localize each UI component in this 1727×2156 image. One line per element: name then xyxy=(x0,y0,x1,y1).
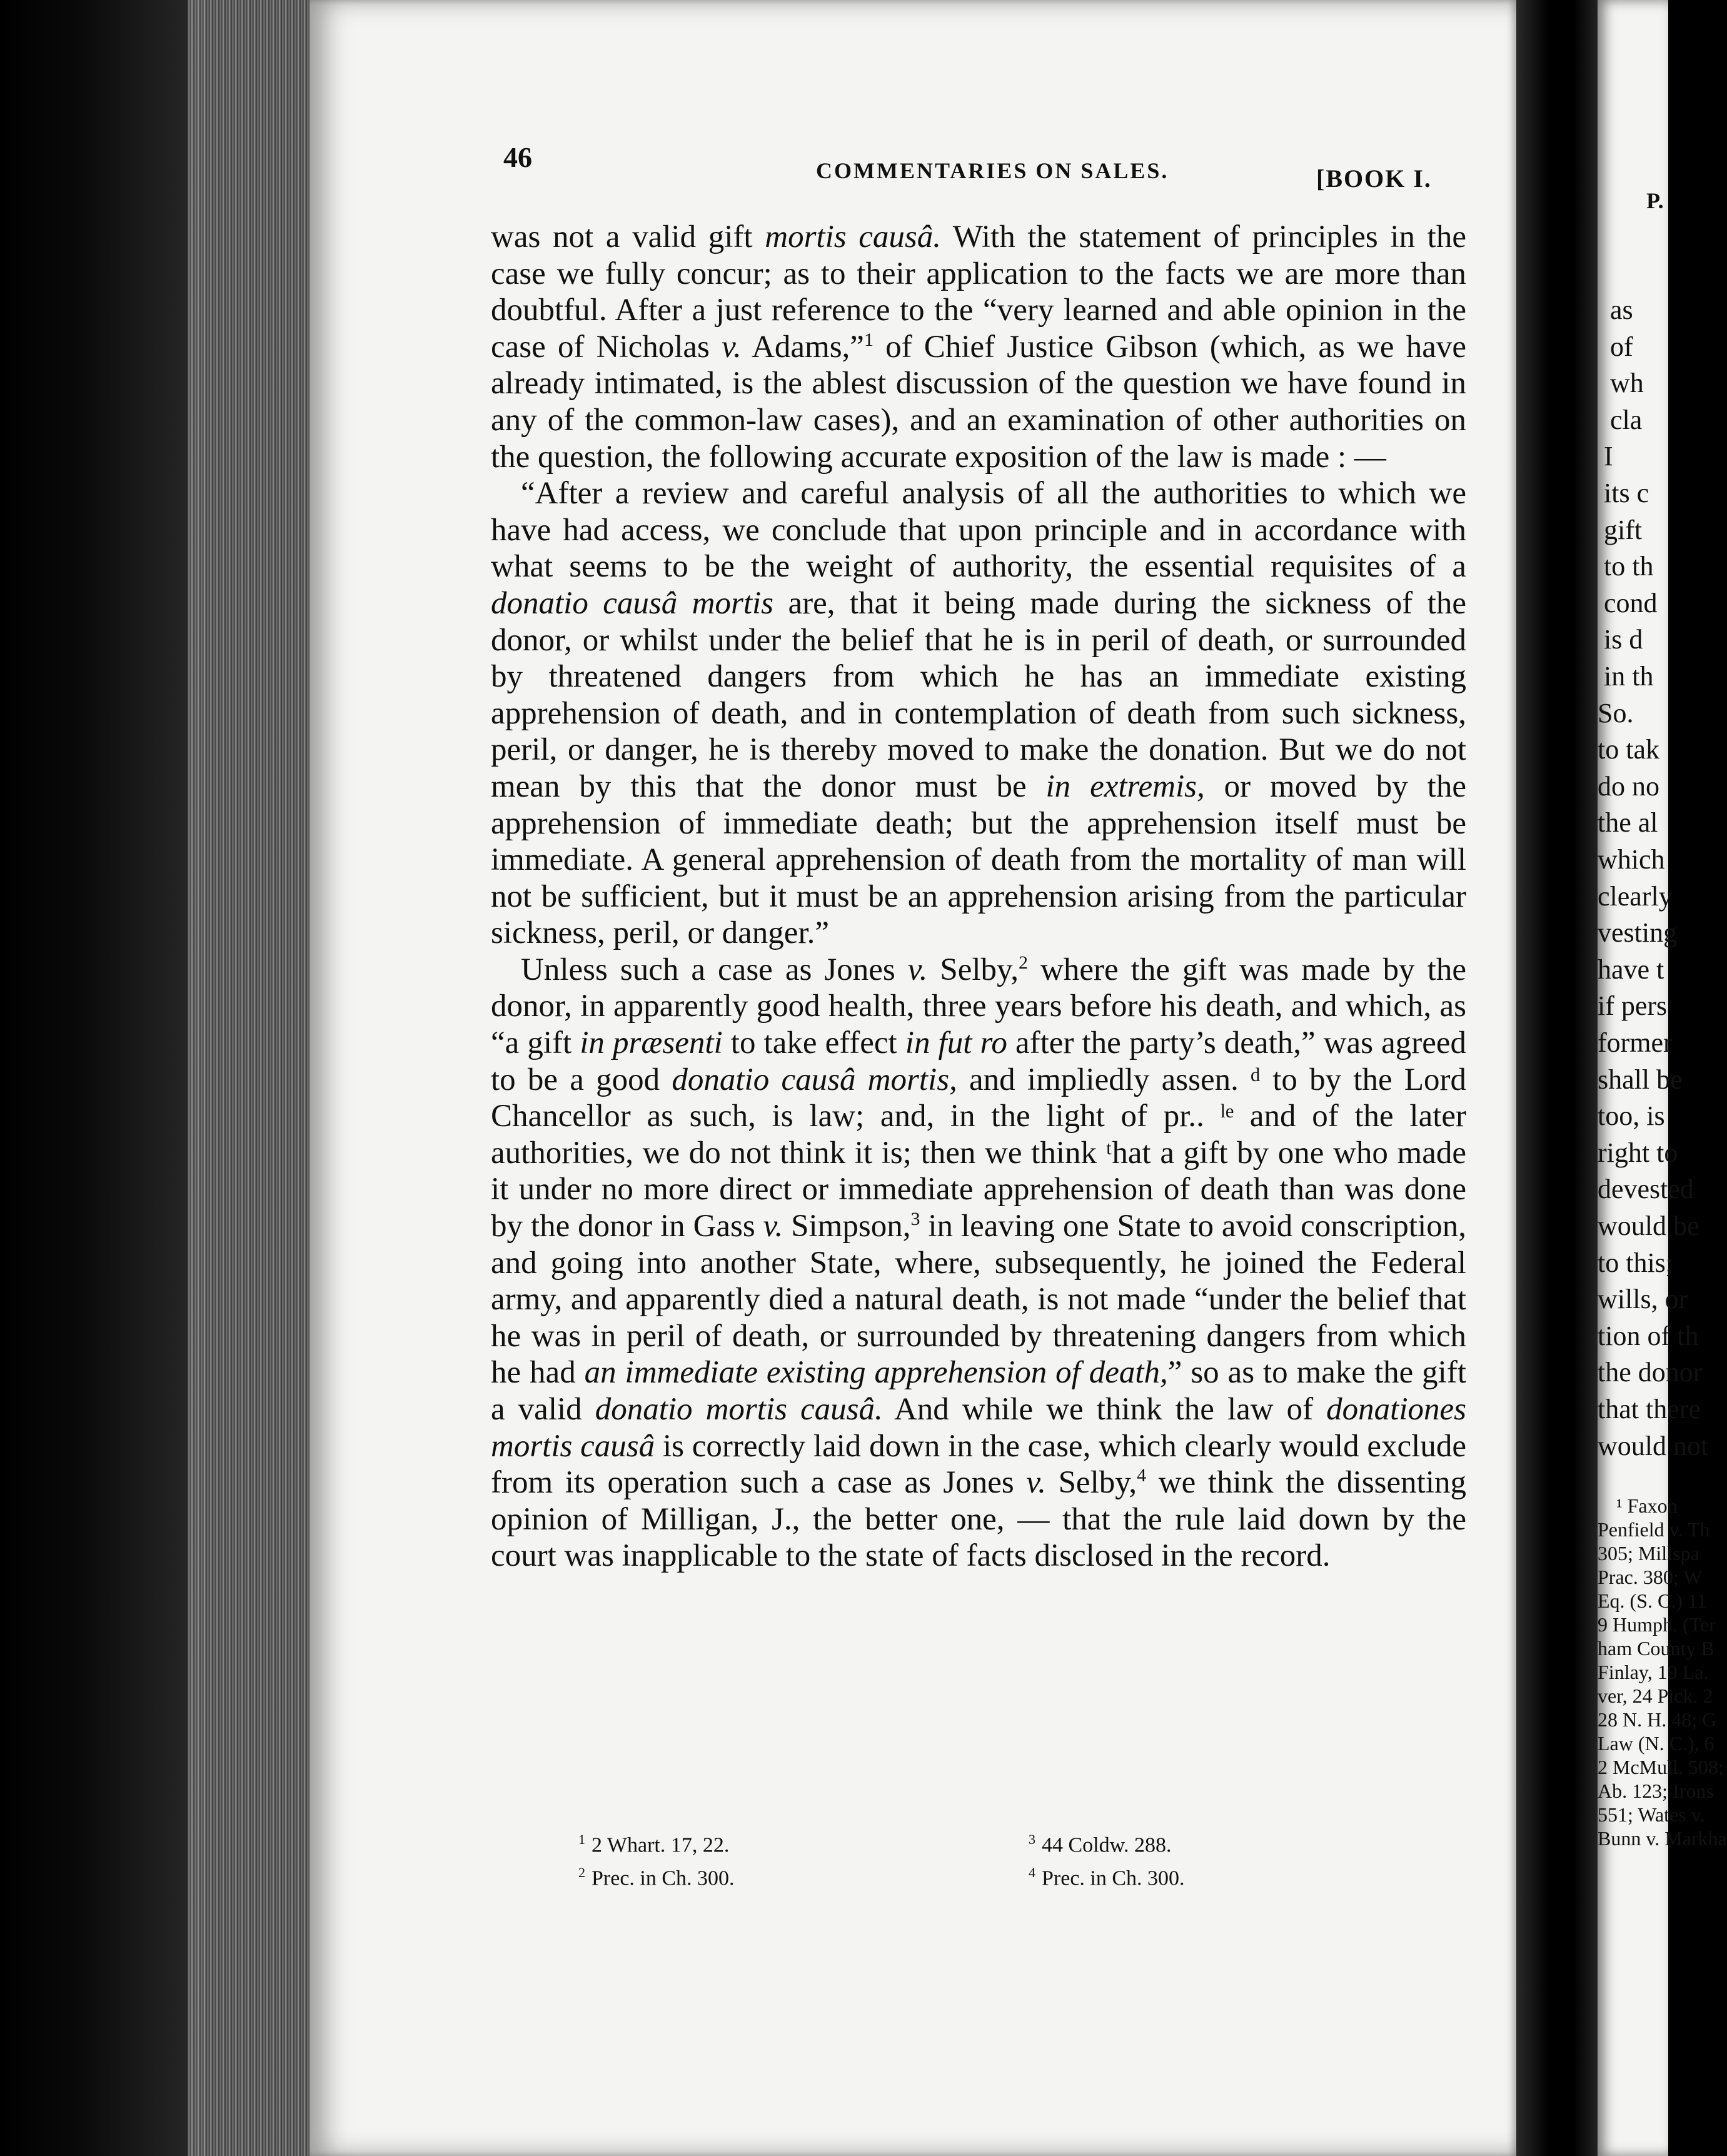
right-page-line: to tak xyxy=(1598,734,1659,765)
footnote-reference: 1 xyxy=(864,329,874,350)
right-page-line: gift xyxy=(1604,514,1643,545)
footnote-reference: 4 xyxy=(1137,1465,1147,1486)
right-page-line: too, is xyxy=(1598,1101,1665,1132)
footnote-reference: 3 xyxy=(910,1209,920,1230)
right-page-line: which xyxy=(1598,844,1665,875)
text-run: Unless such a case as Jones xyxy=(521,952,908,987)
right-page-line: I xyxy=(1604,441,1613,472)
footnote-text: Prec. in Ch. 300. xyxy=(592,1866,735,1890)
italic-run: an immediate existing apprehension of death, xyxy=(584,1355,1168,1391)
right-page-line: would be xyxy=(1598,1211,1699,1241)
italic-run: v. xyxy=(1026,1465,1046,1501)
page-number: 46 xyxy=(503,141,532,173)
right-page-line: its c xyxy=(1604,478,1649,508)
footnote-number: 2 xyxy=(578,1865,585,1881)
right-page-line: is d xyxy=(1604,624,1643,655)
right-page-footnote-line: ver, 24 Pick. 2 xyxy=(1598,1685,1713,1707)
footnotes-right-column xyxy=(1029,1826,1354,1893)
text-run: and impliedly assen. ᵈ to by the Lord Chancellor as such, is law; and, in the light of pr.. ˡᵉ and of the later authorities, we do not think it is; then we think ᵗhat a gift by one who made it under no more direct or immediate apprehension of death than was done by the donor in Gass xyxy=(491,1062,1467,1244)
right-page-line: if pers xyxy=(1598,990,1668,1022)
right-page-line: right to xyxy=(1598,1137,1678,1168)
right-page-line: clearly xyxy=(1598,880,1673,912)
right-page-line: devested xyxy=(1598,1174,1694,1205)
text-run: Simpson, xyxy=(783,1209,911,1244)
right-page-line: vesting xyxy=(1598,917,1678,949)
text-run: of Chief Justice Gibson (which, as we have already intimated, is the ablest discussion of the question we have found in any of the common-law cases), and an examination of other authorities on the question, the following accurate exposition of the law is made : — xyxy=(491,329,1466,475)
italic-run: donationes mortis causâ xyxy=(491,1392,1466,1464)
right-page-footnote-line: 551; Wates v. xyxy=(1598,1803,1705,1826)
text-run: after the party’s death,” was agreed to be a good xyxy=(491,1025,1466,1097)
footnote xyxy=(578,1826,904,1859)
right-page-footnote-line: Law (N. C.), 6 xyxy=(1598,1732,1714,1755)
right-page-line: do no xyxy=(1598,770,1659,802)
italic-run: v. xyxy=(763,1209,783,1244)
right-page-line: that there xyxy=(1598,1394,1701,1424)
footnotes-left-column xyxy=(578,1826,904,1893)
italic-run: donatio causâ mortis xyxy=(491,585,774,621)
footnote-text: 44 Coldw. 288. xyxy=(1042,1833,1172,1857)
text-run: ” so as to make the gift a valid xyxy=(491,1355,1466,1427)
text-run: “After a review and careful analysis of all the authorities to which we have had access, we conclude that upon principle and in accordance with what seems to be the weight of authority, the essential requisites of a xyxy=(491,476,1466,585)
right-page-fragment xyxy=(1598,0,1727,2156)
scan-background xyxy=(0,0,206,2156)
right-page-line: cla xyxy=(1610,404,1643,435)
italic-run: in fut ro xyxy=(905,1025,1007,1061)
italic-run: in præsenti xyxy=(580,1025,723,1061)
running-title: COMMENTARIES ON SALES. xyxy=(816,158,1169,183)
footnote xyxy=(578,1859,904,1892)
book-gutter xyxy=(1516,0,1598,2156)
right-page-line: shall be xyxy=(1598,1064,1683,1095)
body-text xyxy=(491,219,1466,1574)
text-run: is correctly laid down in the case, which clearly would exclude from its operation such a case as Jones xyxy=(491,1428,1466,1501)
right-page-footnote-line: ¹ Faxon xyxy=(1616,1494,1678,1517)
right-page-footnote-line: ham County B xyxy=(1598,1637,1714,1660)
right-page-line: to th xyxy=(1604,551,1654,582)
right-page-footnote-line: Penfield v. Th xyxy=(1598,1518,1710,1541)
italic-run: v. xyxy=(722,329,742,365)
italic-run: donatio mortis causâ. xyxy=(595,1392,883,1427)
italic-run: donatio causâ mortis, xyxy=(672,1062,957,1097)
italic-run: v. xyxy=(907,952,928,987)
paragraph-3 xyxy=(491,952,1466,1574)
right-page-line: of xyxy=(1610,331,1633,362)
text-run: where the gift was made by the donor, in apparently good health, three years before his death, and which, as “a gift xyxy=(491,952,1467,1061)
footnote-number: 1 xyxy=(578,1831,585,1847)
right-page-footnote-line: 28 N. H. 48; G xyxy=(1598,1708,1717,1731)
text-run: Adams,” xyxy=(741,329,864,365)
right-page-footnote-line: Ab. 123; Irons xyxy=(1598,1780,1714,1802)
footnote-text: Prec. in Ch. 300. xyxy=(1042,1866,1185,1890)
book-page-edges xyxy=(188,0,319,2156)
right-page-line: as xyxy=(1610,295,1633,325)
text-run: Selby, xyxy=(927,952,1019,987)
right-page-line: would not xyxy=(1598,1430,1709,1461)
text-run: And while we think the law of xyxy=(882,1392,1327,1427)
right-page-line: to this; xyxy=(1598,1247,1674,1278)
text-run: to take effect xyxy=(722,1025,905,1061)
right-page-line: wills, or xyxy=(1598,1284,1688,1315)
italic-run: mortis causâ. xyxy=(765,219,942,254)
right-page-footnote-line: 9 Humph. (Ter xyxy=(1598,1613,1716,1636)
right-page-footnote-line: 2 McMull. 508; xyxy=(1598,1756,1724,1778)
text-run: Selby, xyxy=(1045,1465,1137,1501)
text-run: or moved by the apprehension of immediate death; but the apprehension itself must be immediate. A general apprehension of death from the mortality of man will not be sufficient, but it must be an apprehension arising from the particular sickness, peril, or danger.” xyxy=(491,768,1466,951)
right-page-footnote-line: Prac. 380; W xyxy=(1598,1566,1703,1588)
right-page-line: have t xyxy=(1598,954,1664,985)
right-page-line: cond xyxy=(1604,587,1658,618)
footnote xyxy=(1029,1826,1354,1859)
footnote-text: 2 Whart. 17, 22. xyxy=(592,1833,730,1857)
right-page-line: tion of th xyxy=(1598,1320,1699,1351)
right-page-line: So. xyxy=(1598,697,1634,728)
footnote xyxy=(1029,1859,1354,1892)
right-page-footnote-line: Eq. (S. C.) 11 xyxy=(1598,1589,1707,1612)
right-page-footnote-line: Bunn v. Markha xyxy=(1598,1827,1727,1850)
left-page xyxy=(310,0,1516,2156)
text-run: With the statement of principles in the case we fully concur; as to their application to the facts we are more than doubtful. After a just reference to the “very learned and able opinion in the case of Nicholas xyxy=(491,219,1466,365)
text-run: are, that it being made during the sickness of the donor, or whilst under the belief that he is in peril of death, or surrounded by threatened dangers from which he has an immediate existing apprehension of death, and in contemplation of death from such sickness, peril, or danger, he is thereby moved to make the donation. But we do not mean by this that the donor must be xyxy=(491,585,1466,804)
right-page-line: in th xyxy=(1604,661,1654,692)
footnote-number: 3 xyxy=(1029,1831,1035,1847)
right-page-footnote-line: 305; Millspa xyxy=(1598,1542,1699,1564)
right-page-line: the donor xyxy=(1598,1357,1703,1388)
right-page-footnote-line: Finlay, 19 La. xyxy=(1598,1661,1709,1683)
italic-run: in extremis, xyxy=(1045,768,1205,804)
right-page-running-head: P. xyxy=(1646,188,1664,213)
text-run: in leaving one State to avoid conscription, and going into another State, where, subsequently, he joined the Federal army, and apparently died a natural death, is not made “under the belief that he was in peril of death, or surrounded by threatening dangers from which he had xyxy=(491,1209,1466,1391)
right-page-line: the al xyxy=(1598,807,1658,839)
right-page-line: wh xyxy=(1610,368,1644,399)
text-run: was not a valid gift xyxy=(491,219,765,254)
footnote-reference: 2 xyxy=(1019,952,1028,973)
footnote-number: 4 xyxy=(1029,1865,1035,1881)
text-run: we think the dissenting opinion of Milligan, J., the better one, — that the rule laid down by the court was inapplicable to the state of facts disclosed in the record. xyxy=(491,1465,1466,1574)
block-quote xyxy=(491,475,1466,952)
book-marker: [BOOK I. xyxy=(1316,164,1432,193)
right-page-line: former xyxy=(1598,1027,1673,1058)
paragraph-1 xyxy=(491,219,1466,475)
